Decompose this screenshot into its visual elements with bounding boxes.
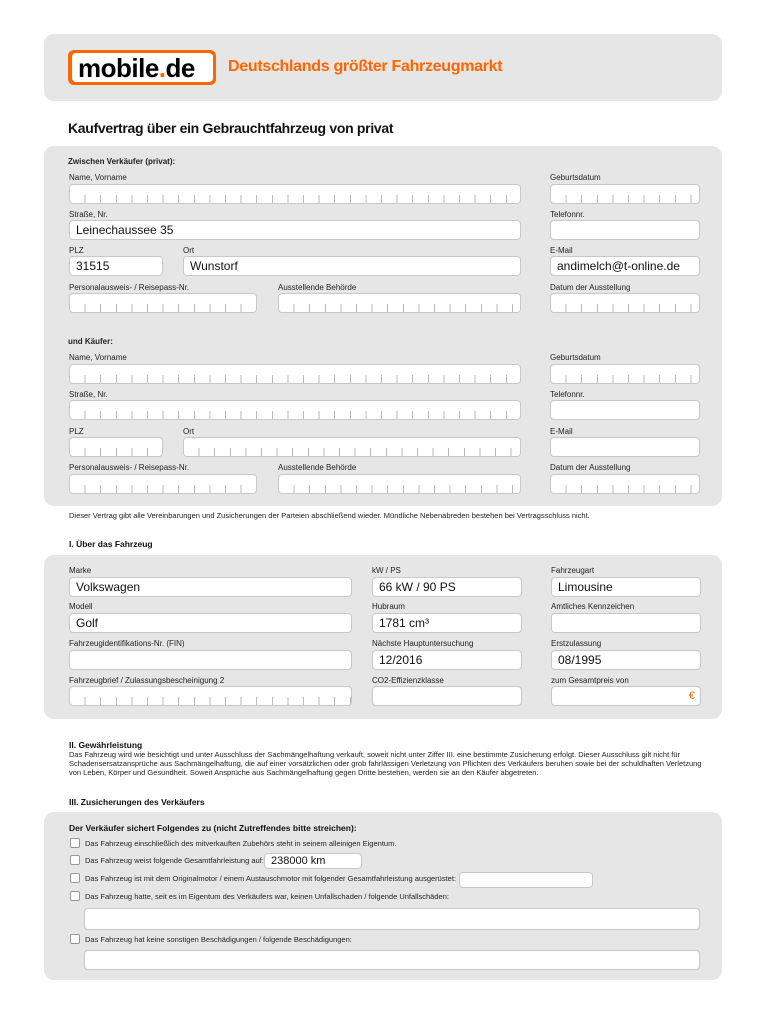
seller-name-label: Name, Vorname <box>69 173 127 182</box>
damage-details-field[interactable] <box>84 950 700 970</box>
seller-issue-label: Datum der Ausstellung <box>550 283 631 292</box>
buyer-email-label: E-Mail <box>550 427 573 436</box>
item-damage: Das Fahrzeug hat keine sonstigen Beschädigungen / folgende Beschädigungen: <box>85 935 352 944</box>
inspection-label: Nächste Hauptuntersuchung <box>372 639 474 648</box>
seller-street-label: Straße, Nr. <box>69 210 108 219</box>
checkbox-accidents[interactable] <box>70 891 80 901</box>
buyer-id-label: Personalausweis- / Reisepass-Nr. <box>69 463 190 472</box>
mobile-de-logo: mobile.de <box>68 50 216 85</box>
registration-doc-field[interactable] <box>69 686 352 706</box>
type-field[interactable]: Limousine <box>551 577 701 597</box>
agreement-note: Dieser Vertrag gibt alle Vereinbarungen und Zusicherungen der Parteien abschließend wieder. Mündliche Nebenabreden bestehen bei Vertragsschluss nicht. <box>69 511 590 520</box>
model-label: Modell <box>69 602 93 611</box>
co2-label: CO2-Effizienzklasse <box>372 676 444 685</box>
checkbox-ownership[interactable] <box>70 838 80 848</box>
buyer-id-field[interactable] <box>69 474 257 494</box>
seller-id-field[interactable] <box>69 293 257 313</box>
seller-street-field[interactable]: Leinechaussee 35 <box>69 220 521 240</box>
buyer-authority-field[interactable] <box>278 474 521 494</box>
checkbox-engine[interactable] <box>70 873 80 883</box>
assurances-intro: Der Verkäufer sichert Folgendes zu (nicht Zutreffendes bitte streichen): <box>69 823 357 833</box>
seller-plz-field[interactable]: 31515 <box>69 256 163 276</box>
registration-doc-label: Fahrzeugbrief / Zulassungsbescheinigung 2 <box>69 676 225 685</box>
page-title: Kaufvertrag über ein Gebrauchtfahrzeug von privat <box>68 120 394 136</box>
seller-issue-field[interactable] <box>550 293 700 313</box>
item-mileage: Das Fahrzeug weist folgende Gesamtfahrleistung auf: <box>85 856 264 865</box>
assurances-heading: III. Zusicherungen des Verkäufers <box>69 797 205 807</box>
make-field[interactable]: Volkswagen <box>69 577 352 597</box>
buyer-name-label: Name, Vorname <box>69 353 127 362</box>
checkbox-damage[interactable] <box>70 934 80 944</box>
buyer-city-label: Ort <box>183 427 195 436</box>
buyer-birth-field[interactable] <box>550 364 700 384</box>
seller-city-field[interactable]: Wunstorf <box>183 256 521 276</box>
seller-birth-field[interactable] <box>550 184 700 204</box>
buyer-name-field[interactable] <box>69 364 521 384</box>
seller-phone-label: Telefonnr. <box>550 210 585 219</box>
accident-details-field[interactable] <box>84 908 700 930</box>
make-label: Marke <box>69 566 92 575</box>
buyer-heading: und Käufer: <box>68 337 113 346</box>
buyer-city-field[interactable] <box>183 437 521 457</box>
power-field[interactable]: 66 kW / 90 PS <box>372 577 522 597</box>
buyer-phone-label: Telefonnr. <box>550 390 585 399</box>
seller-id-label: Personalausweis- / Reisepass-Nr. <box>69 283 190 292</box>
seller-plz-label: PLZ <box>69 246 84 255</box>
buyer-authority-label: Ausstellende Behörde <box>278 463 357 472</box>
item-engine: Das Fahrzeug ist mit dem Originalmotor / einem Austauschmotor mit folgender Gesamtfahrleistung ausgerüstet: <box>85 874 456 883</box>
item-accidents: Das Fahrzeug hatte, seit es im Eigentum des Verkäufers war, keinen Unfallschaden / folgende Unfallschäden: <box>85 892 449 901</box>
item-ownership: Das Fahrzeug einschließlich des mitverkauften Zubehörs steht in seinem alleinigen Eigentum. <box>85 839 397 848</box>
vehicle-section-heading: I. Über das Fahrzeug <box>69 539 153 549</box>
first-reg-label: Erstzulassung <box>551 639 602 648</box>
seller-email-field[interactable]: andimelch@t-online.de <box>550 256 700 276</box>
buyer-issue-field[interactable] <box>550 474 700 494</box>
seller-birth-label: Geburtsdatum <box>550 173 601 182</box>
seller-heading: Zwischen Verkäufer (privat): <box>68 157 176 166</box>
seller-authority-field[interactable] <box>278 293 521 313</box>
buyer-plz-label: PLZ <box>69 427 84 436</box>
buyer-issue-label: Datum der Ausstellung <box>550 463 631 472</box>
inspection-field[interactable]: 12/2016 <box>372 650 522 670</box>
warranty-heading: II. Gewährleistung <box>69 740 143 750</box>
power-label: kW / PS <box>372 566 401 575</box>
seller-email-label: E-Mail <box>550 246 573 255</box>
plate-field[interactable] <box>551 613 701 633</box>
displacement-field[interactable]: 1781 cm³ <box>372 613 522 633</box>
model-field[interactable]: Golf <box>69 613 352 633</box>
buyer-phone-field[interactable] <box>550 400 700 420</box>
mileage-field[interactable]: 238000 km <box>264 853 362 869</box>
seller-phone-field[interactable] <box>550 220 700 240</box>
seller-name-field[interactable] <box>69 184 521 204</box>
engine-mileage-field[interactable] <box>459 872 593 888</box>
price-label: zum Gesamtpreis von <box>551 676 629 685</box>
tagline: Deutschlands größter Fahrzeugmarkt <box>228 58 503 75</box>
buyer-street-field[interactable] <box>69 400 521 420</box>
buyer-street-label: Straße, Nr. <box>69 390 108 399</box>
header-bar <box>44 34 722 101</box>
displacement-label: Hubraum <box>372 602 405 611</box>
seller-authority-label: Ausstellende Behörde <box>278 283 357 292</box>
co2-field[interactable] <box>372 686 522 706</box>
warranty-text: Das Fahrzeug wird wie besichtigt und unter Ausschluss der Sachmängelhaftung verkauft, soweit nicht unter Ziffer III. eine bestimmte Zusicherung erfolgt. Dieser Ausschluss gilt nicht für Schadensersatzansprüche aus Sachmängelhaftung, die auf einer vorsätzlichen oder grob fahrlässigen Verletzung von Pflichten des Verkäufers beruhen sowie bei der schuldhaften Verletzung von Leben, Körper und Gesundheit. Soweit Ansprüche aus Sachmängelhaftung gegen Dritte bestehen, werden sie an den Käufer abgetreten. <box>69 750 702 777</box>
plate-label: Amtliches Kennzeichen <box>551 602 635 611</box>
buyer-birth-label: Geburtsdatum <box>550 353 601 362</box>
buyer-plz-field[interactable] <box>69 437 163 457</box>
type-label: Fahrzeugart <box>551 566 595 575</box>
first-reg-field[interactable]: 08/1995 <box>551 650 701 670</box>
price-field[interactable] <box>551 686 701 706</box>
euro-icon: € <box>688 690 695 702</box>
buyer-email-field[interactable] <box>550 437 700 457</box>
vin-field[interactable] <box>69 650 352 670</box>
checkbox-mileage[interactable] <box>70 855 80 865</box>
vin-label: Fahrzeugidentifikations-Nr. (FIN) <box>69 639 185 648</box>
seller-city-label: Ort <box>183 246 195 255</box>
